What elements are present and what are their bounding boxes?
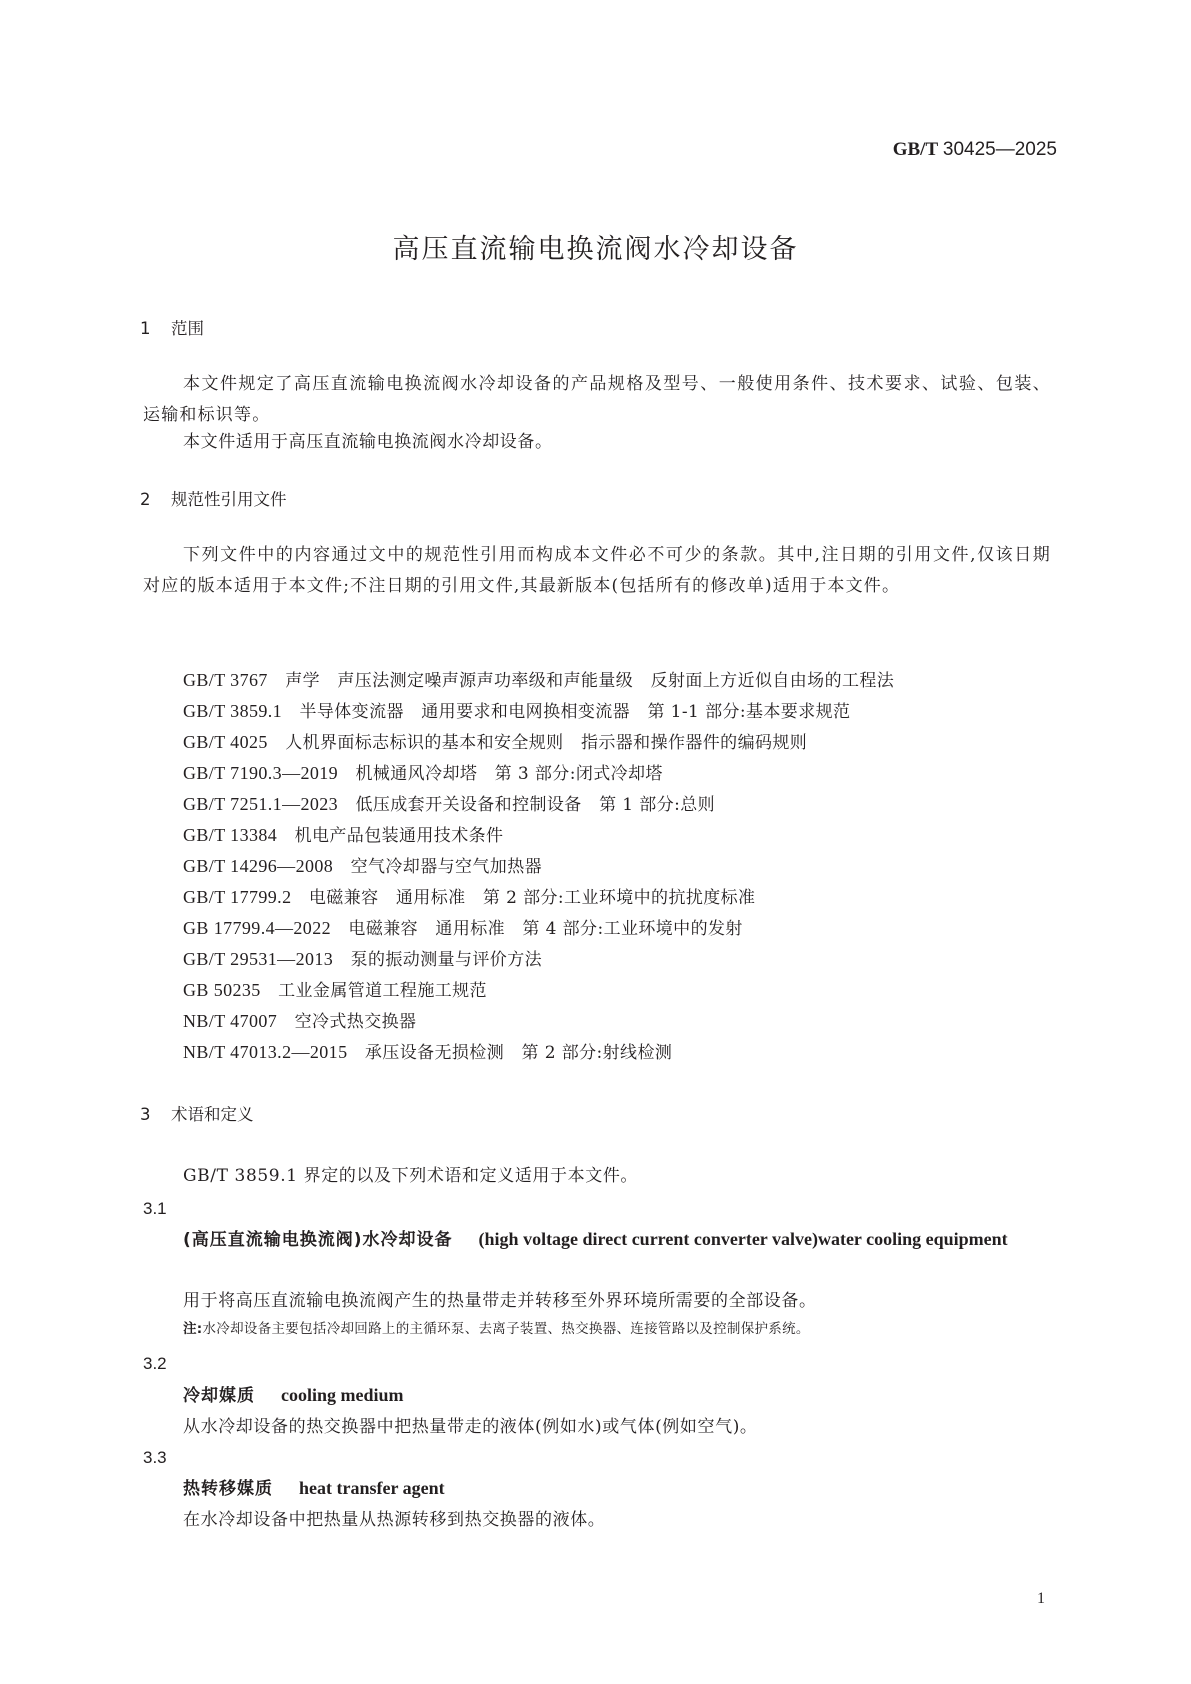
term-number: 3.3 [143, 1448, 167, 1467]
reference-title: 承压设备无损检测 第 2 部分:射线检测 [364, 1043, 673, 1063]
reference-code: GB 17799.4—2022 [183, 918, 332, 938]
term-number: 3.1 [143, 1199, 167, 1218]
page-number: 1 [1037, 1590, 1045, 1607]
reference-item [183, 758, 894, 789]
note-label: 注: [183, 1321, 203, 1337]
document-title: 高压直流输电换流阀水冷却设备 [392, 234, 799, 265]
term-note [183, 1318, 810, 1340]
reference-code: GB/T 7251.1—2023 [183, 794, 339, 814]
note-text: 水冷却设备主要包括冷却回路上的主循环泵、去离子装置、热交换器、连接管路以及控制保护系统。 [202, 1321, 810, 1337]
section-number: 1 [140, 319, 151, 338]
reference-item [183, 913, 894, 944]
reference-code: GB/T 3859.1 [183, 701, 283, 721]
section-1-paragraph-2: 本文件适用于高压直流输电换流阀水冷却设备。 [183, 432, 553, 452]
reference-item [183, 1006, 894, 1037]
term-heading [143, 1473, 1053, 1504]
reference-item [183, 727, 894, 758]
reference-code: GB/T 7190.3—2019 [183, 763, 339, 783]
section-title: 术语和定义 [171, 1105, 254, 1124]
reference-title: 工业金属管道工程施工规范 [278, 981, 487, 1001]
reference-title: 空冷式热交换器 [294, 1012, 417, 1032]
normative-references-list [183, 665, 894, 1068]
reference-title: 机电产品包装通用技术条件 [294, 826, 504, 846]
reference-item [183, 665, 894, 696]
term-number: 3.2 [143, 1354, 167, 1373]
reference-code: GB/T 29531—2013 [183, 949, 334, 969]
reference-code: GB/T 17799.2 [183, 887, 292, 907]
reference-code: GB/T 14296—2008 [183, 856, 334, 876]
reference-item [183, 820, 894, 851]
section-2-heading [140, 488, 287, 512]
reference-item [183, 1037, 894, 1068]
term-chinese: 冷却媒质 [183, 1386, 255, 1406]
term-heading [143, 1380, 1053, 1411]
reference-code: GB 50235 [183, 980, 261, 1000]
reference-title: 泵的振动测量与评价方法 [350, 950, 542, 970]
term-english: cooling medium [281, 1385, 404, 1405]
reference-code: GB/T 4025 [183, 732, 268, 752]
reference-item [183, 882, 894, 913]
reference-code: GB/T 3767 [183, 670, 268, 690]
section-number: 3 [140, 1105, 151, 1124]
reference-title: 机械通风冷却塔 第 3 部分:闭式冷却塔 [355, 764, 663, 784]
section-title: 范围 [171, 319, 204, 338]
standard-prefix: GB/T [892, 139, 939, 160]
section-3-heading [140, 1103, 254, 1127]
section-2-intro: 下列文件中的内容通过文中的规范性引用而构成本文件必不可少的条款。其中,注日期的引用文件,仅该日期对应的版本适用于本文件;不注日期的引用文件,其最新版本(包括所有的修改单)适用于本文件。 [143, 545, 1051, 596]
section-1-paragraph-1: 本文件规定了高压直流输电换流阀水冷却设备的产品规格及型号、一般使用条件、技术要求、试验、包装、运输和标识等。 [143, 374, 1051, 425]
term-definition: 从水冷却设备的热交换器中把热量带走的液体(例如水)或气体(例如空气)。 [183, 1417, 758, 1437]
reference-code: NB/T 47007 [183, 1011, 278, 1031]
term-chinese: 热转移媒质 [183, 1479, 273, 1499]
reference-title: 低压成套开关设备和控制设备 第 1 部分:总则 [355, 795, 716, 815]
term-definition: 用于将高压直流输电换流阀产生的热量带走并转移至外界环境所需要的全部设备。 [183, 1291, 817, 1311]
reference-title: 声学 声压法测定噪声源声功率级和声能量级 反射面上方近似自由场的工程法 [285, 671, 895, 691]
reference-item [183, 944, 894, 975]
reference-code: NB/T 47013.2—2015 [183, 1042, 348, 1062]
section-number: 2 [140, 490, 151, 509]
reference-item [183, 975, 894, 1006]
term-chinese: (高压直流输电换流阀)水冷却设备 [183, 1230, 453, 1250]
standard-number: 30425—2025 [942, 139, 1057, 160]
reference-code: GB/T 13384 [183, 825, 278, 845]
term-definition: 在水冷却设备中把热量从热源转移到热交换器的液体。 [183, 1510, 606, 1530]
term-english: (high voltage direct current converter valve)water cooling equipment [478, 1229, 1008, 1249]
term-heading [143, 1224, 1053, 1255]
reference-item [183, 789, 894, 820]
standard-code [893, 138, 1057, 162]
term-english: heat transfer agent [299, 1478, 445, 1498]
reference-title: 人机界面标志标识的基本和安全规则 指示器和操作器件的编码规则 [285, 733, 808, 753]
reference-title: 空气冷却器与空气加热器 [350, 857, 542, 877]
reference-item [183, 851, 894, 882]
reference-title: 电磁兼容 通用标准 第 4 部分:工业环境中的发射 [348, 919, 743, 939]
reference-item [183, 696, 894, 727]
reference-title: 电磁兼容 通用标准 第 2 部分:工业环境中的抗扰度标准 [308, 888, 756, 908]
section-title: 规范性引用文件 [171, 490, 287, 509]
reference-title: 半导体变流器 通用要求和电网换相变流器 第 1-1 部分:基本要求规范 [299, 702, 851, 722]
section-1-heading [140, 317, 204, 341]
section-3-intro: GB/T 3859.1 界定的以及下列术语和定义适用于本文件。 [183, 1166, 639, 1186]
